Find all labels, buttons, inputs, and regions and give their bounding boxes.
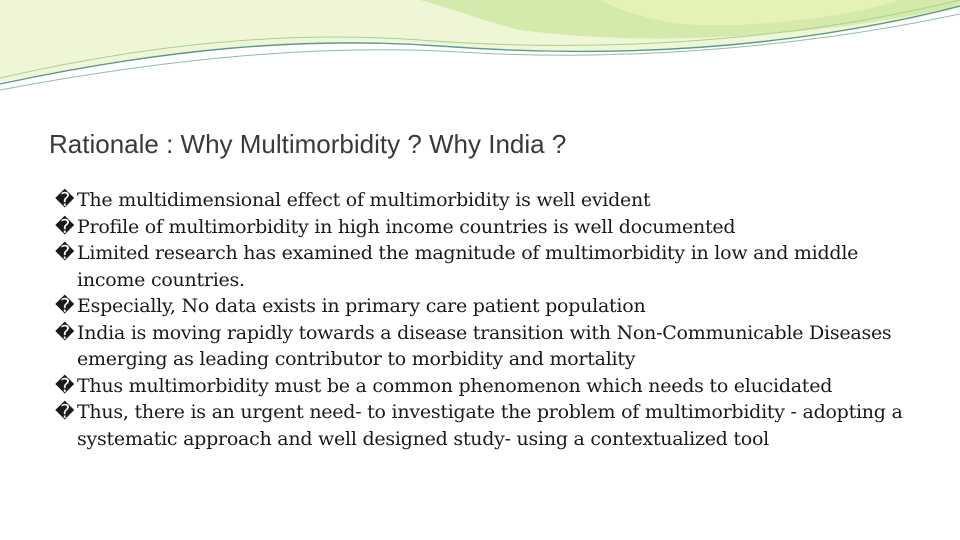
bullet-list <box>55 187 915 452</box>
bullet-item <box>55 293 915 320</box>
bullet-text: Limited research has examined the magnitude of multimorbidity in low and middle income countries. <box>77 242 859 291</box>
bullet-marker-icon: � <box>55 321 75 344</box>
bullet-marker-icon: � <box>55 242 75 264</box>
bullet-text: Thus multimorbidity must be a common phenomenon which needs to elucidated <box>77 374 833 397</box>
bullet-text: The multidimensional effect of multimorbidity is well evident <box>77 189 651 211</box>
bullet-item <box>55 399 915 452</box>
bullet-item <box>55 214 915 241</box>
bullet-item <box>55 240 915 293</box>
header-swoosh-decoration <box>0 0 960 110</box>
bullet-text: Especially, No data exists in primary care patient population <box>77 295 646 317</box>
slide-title: Rationale : Why Multimorbidity ? Why India ? <box>49 129 567 159</box>
bullet-text: Thus, there is an urgent need- to investigate the problem of multimorbidity - adopting a systematic approach and well designed study- using a contextualized tool <box>77 401 903 450</box>
bullet-marker-icon: � <box>55 374 75 397</box>
bullet-item <box>55 373 915 400</box>
bullet-marker-icon: � <box>55 215 75 238</box>
bullet-text: Profile of multimorbidity in high income countries is well documented <box>77 215 736 238</box>
bullet-item <box>55 187 915 214</box>
bullet-marker-icon: � <box>55 401 75 423</box>
bullet-item <box>55 320 915 373</box>
bullet-marker-icon: � <box>55 295 75 317</box>
bullet-text: India is moving rapidly towards a disease transition with Non-Communicable Diseases emerging as leading contributor to morbidity and mortality <box>77 321 892 370</box>
bullet-marker-icon: � <box>55 189 75 211</box>
